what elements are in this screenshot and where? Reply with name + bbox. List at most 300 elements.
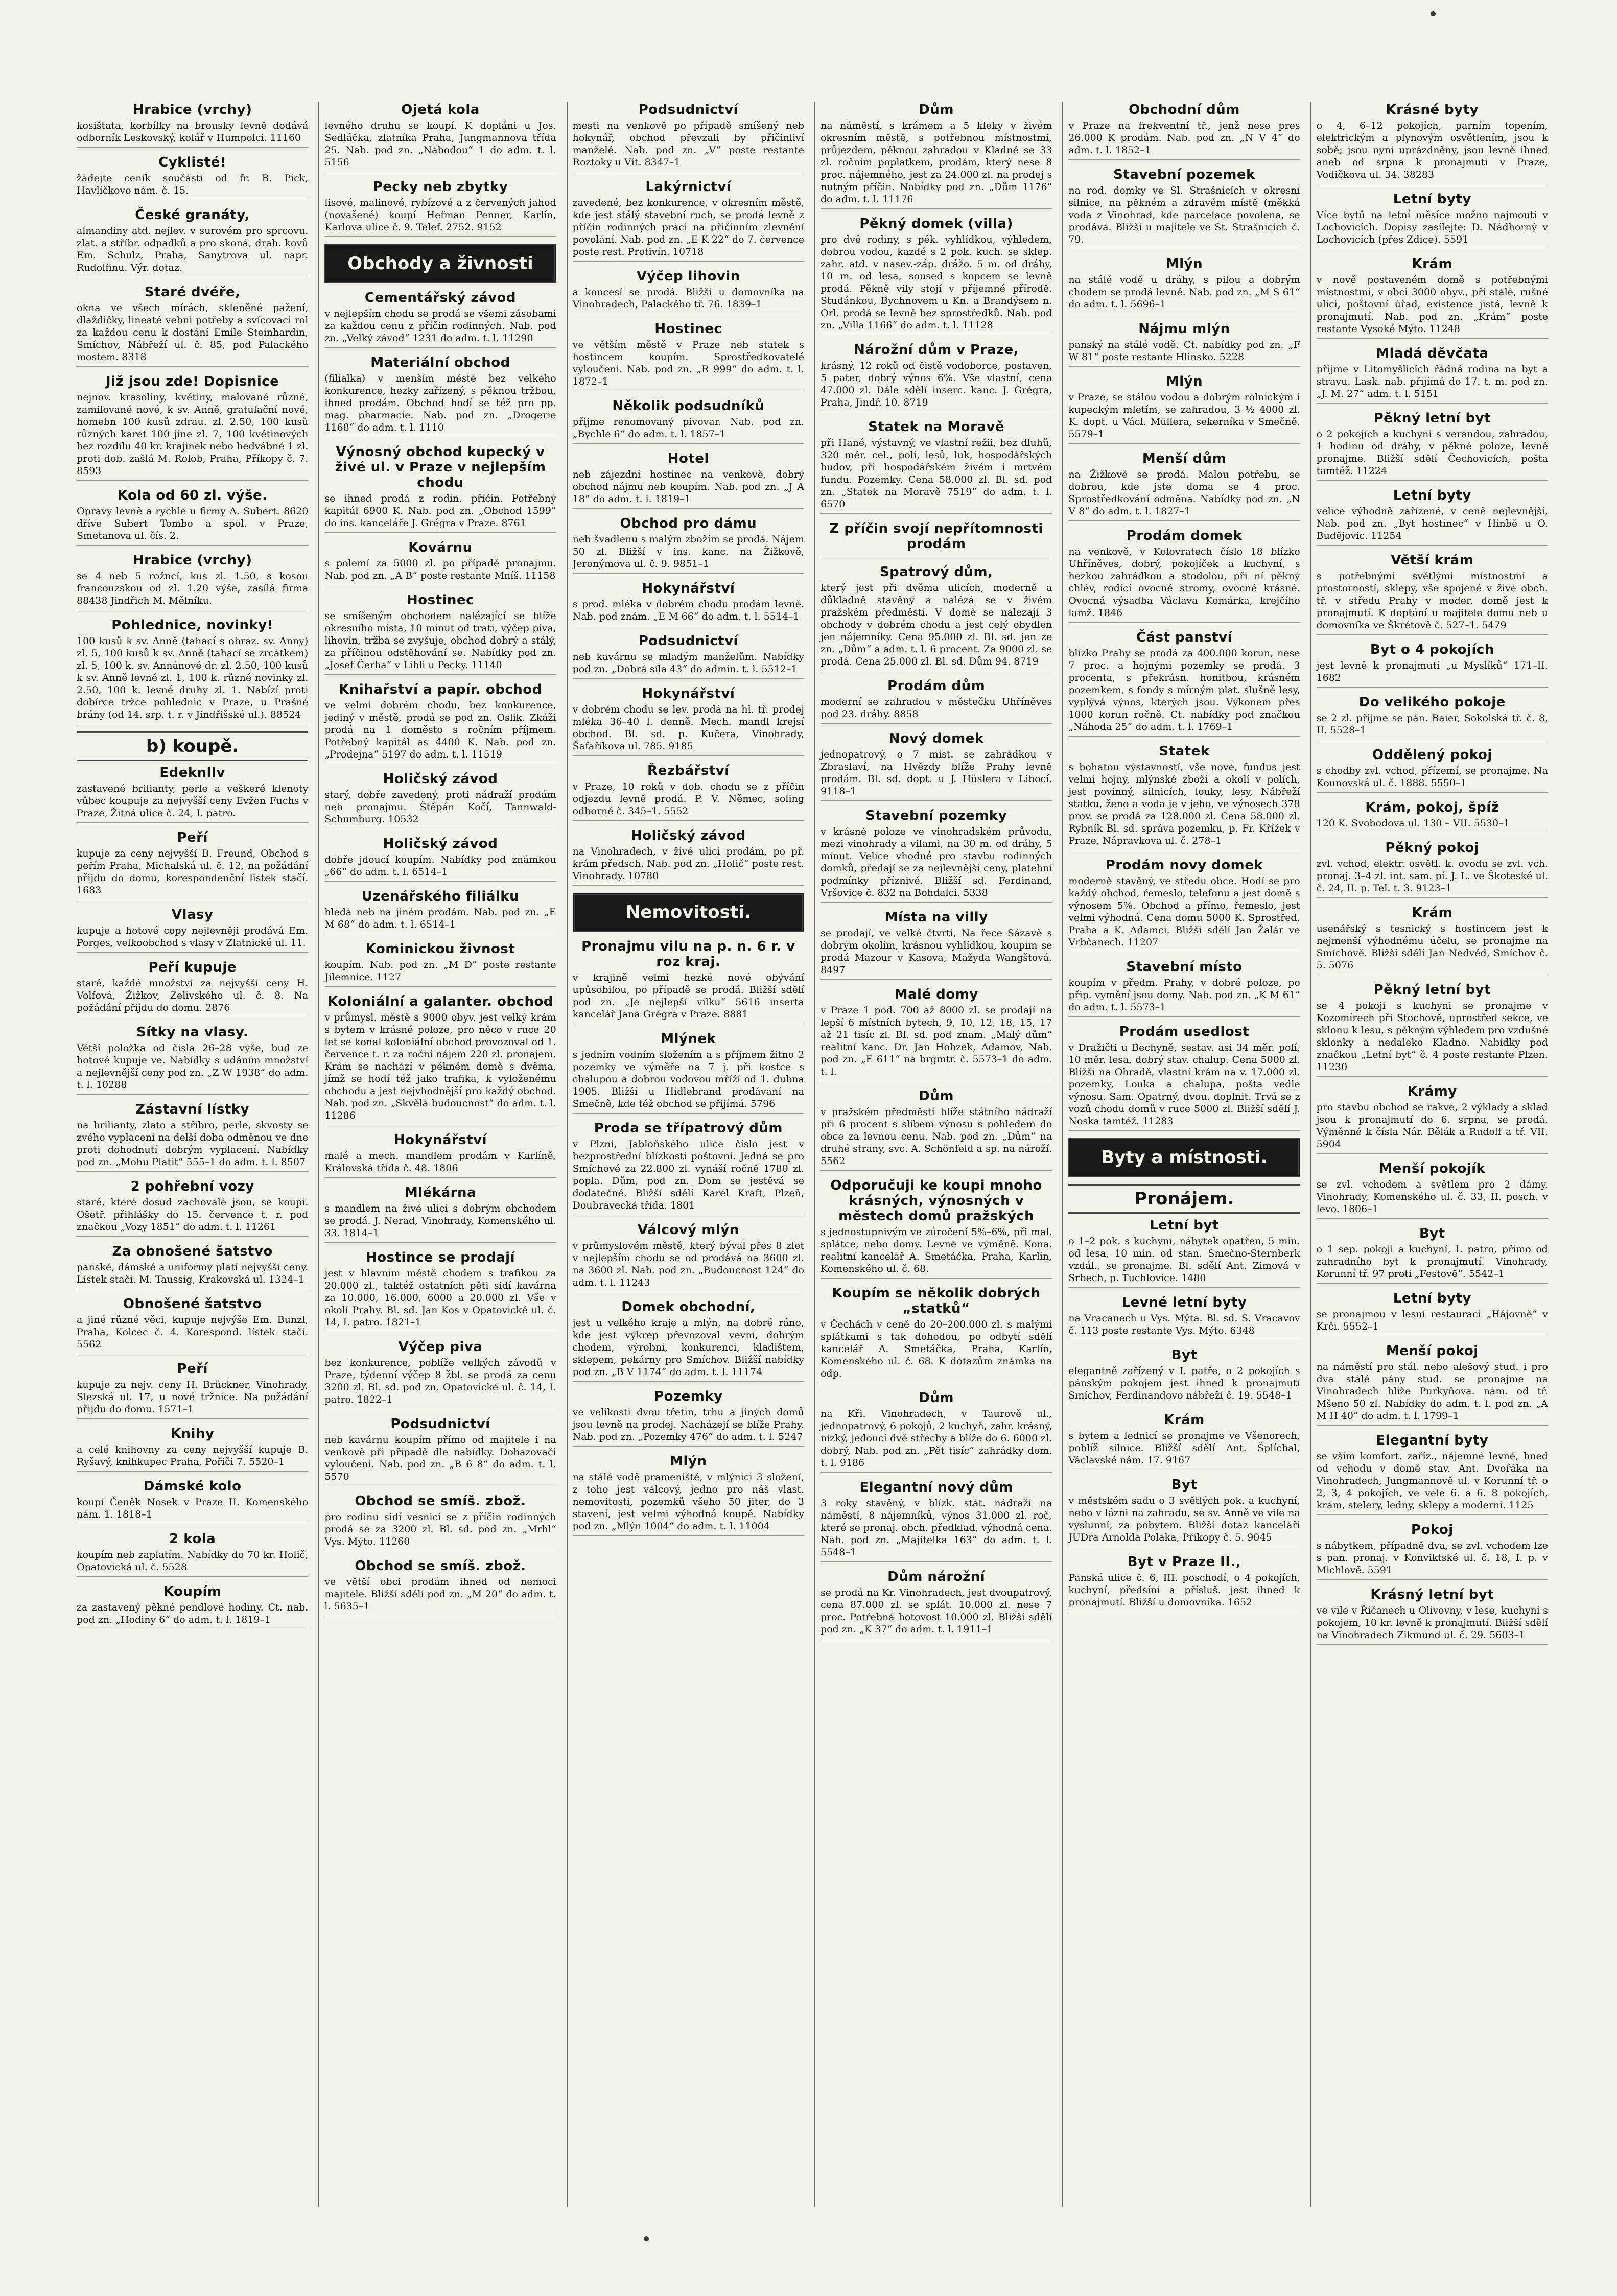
ad-body: v Praze 1 pod. 700 až 8000 zl. se prodají na lepší 6 místních bytech, 9, 10, 12, 18, 15, 17 až 21 tisíc zl. Bl. sd. pod znam. „Malý dům“ realitní kanc. Dr. Jan Hobzek, Adamov, Nab. pod zn. „E 611“ na brgmtr. č. 5573–1 do adm. t. l. (820, 1005, 1052, 1077)
classified-ad (1317, 982, 1548, 1077)
ad-body: na Vinohradech, v živé ulici prodám, po př. krám předsch. Nab. pod zn. „Holič“ poste rest. Vinohrady. 10780 (572, 846, 804, 882)
classified-ad (573, 1222, 804, 1292)
ad-title: Levné letní byty (1121, 1295, 1247, 1310)
ad-title: Pěkný pokoj (1385, 840, 1480, 856)
ad-title: Cementářský závod (364, 290, 517, 305)
classified-ad (77, 207, 308, 277)
ad-body: se smíšeným obchodem nalézající se blíže okresního místa, 10 minut od trati, výčep piva, lihovin, tržba se zvyšuje, obchod dobrý a stálý, za příčinou odstěhování se. Nabídky pod zn. „Josef Čerha“ v Libli u Pecky. 11140 (324, 610, 556, 671)
newspaper-page (72, 102, 1553, 2207)
ad-body: neb kavárnu se mladým manželům. Nabídky pod zn. „Dobrá síla 43“ do admin. t. l. 5512–1 (572, 651, 804, 675)
classified-ad (573, 939, 804, 1024)
classified-ad (77, 1244, 308, 1289)
ad-body: moderně stavěný, ve středu obce. Hodí se pro každý obchod, řemeslo, telefonu a jest domě s výnosem 5%. Obchod a přímo, řemeslo, jest velmi výhodná. Cena domu 5000 K. Sprostřed. Praha a K. Adamci. Bližší sdělí Jan Žalár ve Vrbčanech. 11207 (1068, 875, 1300, 948)
ad-body: pro rodinu sidí vesnici se z příčin rodinných prodá se za 3200 zl. Bl. sd. pod zn. „Mrhl“ Vys. Mýto. 11260 (324, 1511, 556, 1547)
ad-body: se vším komfort. zaříz., nájemné levné, hned od vchodu v domě stav. Ant. Dvořáka na Vinohradech, Jungmannově ul. v Korunní tř. o 2, 3, 4 pokojích, ve vele 6. a 6. 8 pokojích, krám, stelery, ledny, sklepy a moderní. 1125 (1316, 1451, 1548, 1511)
classified-ad (1068, 256, 1300, 314)
classified-ad (1068, 321, 1300, 367)
ad-body: na Žižkově se prodá. Malou potřebu, se dobrou, kde jste doma se 4 proc. Sprostředkování odměna. Nabídky pod zn. „N V 8“ do adm. t. l. 1827–1 (1068, 469, 1300, 517)
ad-title: Hostinec (406, 593, 474, 608)
classified-ad (1317, 1343, 1548, 1426)
classified-ad (1068, 1554, 1300, 1612)
classified-ad (77, 1479, 308, 1524)
ad-body: v průmysl. městě s 9000 obyv. jest velký krám s bytem v krásné poloze, pro něco v ruce 20 let se konal koloniální obchod provozoval od 1. července t. r. za roční nájem 220 zl. pronajem. Krám se nachází v pěkném domě s dvěma, jímž se hodí též jako trafika, k vyloženému obchodu a jest nejvhodnější pro každý obchod. Nab. pod zn. „Skvělá budoucnost“ do adm. t. l. 11286 (324, 1012, 556, 1121)
classified-ad (1068, 858, 1300, 952)
ad-body: v Praze, 10 roků v dob. chodu se z příčin odjezdu levně prodá. P. V. Němec, soling odborně č. 345–1. 5552 (572, 781, 804, 817)
ad-title: Byt (1171, 1347, 1198, 1363)
ad-body: elegantně zařízený v I. patře, o 2 pokojích s pánským pokojem jest ihned k pronajmutí Smíchov, Ferdinandovo nábřeží č. 19. 5548–1 (1068, 1365, 1300, 1401)
classified-ad (573, 1299, 804, 1382)
ad-title: 2 pohřební vozy (130, 1179, 254, 1194)
column-6 (1310, 102, 1553, 2207)
ad-title: Kola od 60 zl. výše. (117, 488, 268, 503)
ad-title: Dům (919, 1390, 954, 1406)
ad-body: Opravy levně a rychle u firmy A. Subert. 8620 dříve Subert Tombo a spol. v Praze, Smetanova ul. čís. 2. (77, 506, 309, 541)
ad-title: Staré dvéře, (144, 285, 241, 300)
ad-body: v Plzni, Jabloňského ulice číslo jest v bezprostřední blízkosti poštovní. Jedná se pro Smíchové za 22.800 zl. vynáší ročně 1780 zl. popla. Dům, pod zn. Dom se jestěvá se dodatečné. Bližší sdělí Karel Kraft, Plzeň, Doubravecká třída. 1801 (572, 1139, 804, 1211)
ad-title: Hokynářství (642, 581, 735, 596)
ad-body: neb kavárnu koupím přímo od majitele i na venkově při případě dle nabídky. Dohazovači vyloučeni. Nab. pod zn. „B 6 8“ do adm. t. l. 5570 (324, 1434, 556, 1482)
ad-title: Vlasy (171, 907, 214, 922)
ad-title: Krám, pokoj, špíž (1365, 800, 1499, 815)
ad-body: v krásné poloze ve vinohradském průvodu, mezi vinohrady a vilami, na 30 m. od dráhy, 5 minut. Velice vhodné pro stavbu rodinných domků, předají se za nejlevnější ceny, platební podmínky příznivé. Bližší sd. Ferdinand, Vršovice č. 832 na Bohdalci. 5338 (820, 826, 1052, 898)
ad-body: okna ve všech mírách, skleněné pažení, dlaždičky, lineaté vebni potřeby a svícovaci rol za každou cenu k dostání Emile Steinhardin, Smíchov, Nábřeží ul. č. 85, pod Palackého mostem. 8318 (77, 302, 309, 363)
ad-body: v nejlepším chodu se prodá se všemi zásobami za každou cenu z příčin rodinných. Nab. pod zn. „Velký závod“ 1231 do adm. t. l. 11290 (324, 308, 556, 344)
classified-ad (573, 451, 804, 509)
ad-body: v pražském předměstí blíže státního nádraží při 6 procent s slibem výnosu s pohledem do obce za levnou cenu. Nab. pod zn. „Dům“ na druhé strany, svc. A. Schönfeld a sp. na nároží. 5562 (820, 1106, 1052, 1167)
ad-body: jest v hlavním městě chodem s trafikou za 20.000 zl., taktéž ostatních pěti sidí kavárna za 10.000, 16.000, 6000 a 20.000 zl. Vše v okolí Prahy. Bl. sd. Jan Kos v Opatovické ul. č. 14, I. patro. 1821–1 (324, 1268, 556, 1328)
ad-title: Cyklisté! (158, 155, 227, 170)
ad-body: v Praze na frekventní tř., jenž nese pres 26.000 K prodám. Nab. pod zn. „N V 4“ do adm. t. l. 1852–1 (1068, 120, 1300, 156)
ad-body: se zvl. vchodem a světlem pro 2 dámy. Vinohrady, Komenského ul. č. 33, II. posch. v levo. 1806–1 (1316, 1179, 1548, 1215)
ad-body: ve vile v Říčanech u Olivovny, v lese, kuchyní s pokojem, 10 kr. levně k pronajmutí. Bližší sdělí na Vinohradech Zikmund ul. č. 29. 5603–1 (1316, 1605, 1548, 1641)
ad-body: kupuje a hotové copy nejlevněji prodává Em. Porges, velkoobchod s vlasy v Zlatnické ul. 11. (77, 925, 309, 949)
ad-title: Nájmu mlýn (1138, 321, 1230, 337)
ad-title: Menší dům (1142, 451, 1227, 466)
classified-ad (821, 987, 1052, 1081)
ad-body: s chodby zvl. vchod, přízemí, se pronajme. Na Kounovská ul. č. 1888. 5550–1 (1316, 765, 1548, 789)
classified-ad (1068, 1412, 1300, 1470)
classified-ad (821, 342, 1052, 412)
classified-ad (573, 633, 804, 679)
ad-title: Zástavní lístky (135, 1102, 250, 1117)
ad-body: při Hané, výstavný, ve vlastní režii, bez dluhů, 320 měr. cel., polí, lesů, luk, hospodářských budov, při hospodářském živém i mrtvém fundu. Pozemky. Cena 58.000 zl. Bl. sd. pod zn. „Statek na Moravě 7519“ do adm. t. l. 6570 (820, 437, 1052, 510)
classified-ad (821, 678, 1052, 724)
ad-title: Podsudnictví (390, 1416, 490, 1432)
ad-title: Oddělený pokoj (1372, 747, 1492, 763)
ad-title: Výčep piva (398, 1339, 483, 1355)
ad-body: ve větším městě v Praze neb statek s hostincem koupím. Sprostředkovatelé vyloučeni. Nab. pod zn. „R 999“ do adm. t. l. 1872–1 (572, 339, 804, 387)
ad-body: Větší položka od čísla 26–28 výše, bud ze hotové kupuje ve. Nabídky s udáním množství a nejlevnější ceny pod zn. „Z W 1938“ do adm. t. l. 10288 (77, 1043, 309, 1091)
ad-title: Krásné byty (1386, 102, 1479, 117)
ad-body: neb zájezdní hostinec na venkově, dobrý obchod nájmu neb koupím. Nab. pod zn. „J A 18“ do adm. t. l. 1819–1 (572, 469, 804, 505)
classified-ad (324, 1250, 556, 1332)
ad-body: usenářský s tesnický s hostincem jest k nejmenší výhodnému účelu, se pronajme na Smíchově. Bližší sdělí Jan Nedvěd, Smíchov č. 5. 5076 (1316, 923, 1548, 971)
ad-title: Řezbářství (647, 763, 730, 778)
classified-ad (821, 102, 1052, 209)
ad-title: Krám (1412, 905, 1453, 920)
ad-title: Holičský závod (383, 771, 498, 787)
classified-ad (77, 155, 308, 200)
ad-title: Obchod se smíš. zbož. (355, 1558, 526, 1574)
ad-title: Hrabice (vrchy) (132, 102, 252, 117)
classified-ad (821, 564, 1052, 671)
ad-title: Dům (919, 1088, 954, 1104)
classified-ad (324, 771, 556, 829)
ad-body: se prodá na Kr. Vinohradech, jest dvoupatrový, cena 87.000 zl. se splát. 10.000 zl. nese 7 proc. Potřebná hotovost 10.000 zl. Bližší sdělí pod zn. „K 37“ do adm. t. l. 1911–1 (820, 1587, 1052, 1635)
classified-ad (1068, 167, 1300, 249)
classified-ad (573, 1031, 804, 1114)
ad-body: kosištata, korbílky na brousky levně dodává odborník Leskovský, kolář v Humpolci. 11160 (77, 120, 309, 144)
ad-body: moderní se zahradou v městečku Uhříněves pod 23. dráhy. 8858 (820, 696, 1052, 720)
ad-body: o 1–2 pok. s kuchyní, nábytek opatřen, 5 min. od lesa, 10 min. od stan. Smečno-Sternberk vzdál., se pronajme. Bl. sdělí Ant. Zimová v Srbech, p. Tuchlovice. 1480 (1068, 1236, 1300, 1284)
ad-title: Byt (1171, 1477, 1198, 1493)
ad-title: Do velikého pokoje (1358, 695, 1506, 710)
ad-body: na rod. domky ve Sl. Strašnicích v okresní silnice, na pěkném a zdravém místě (měkká voda z Vinohrad, kde parcelace povolena, se prodává. Bližší u majitele ve St. Strašnicích č. 79. (1068, 185, 1300, 245)
section-heading: b) koupě. (77, 731, 308, 761)
classified-ad (77, 488, 308, 546)
classified-ad (573, 1389, 804, 1447)
column-1 (72, 102, 313, 2207)
classified-ad (1317, 905, 1548, 975)
classified-ad (77, 1584, 308, 1629)
ad-title: Lakýrnictví (645, 179, 732, 195)
ad-title: Sítky na vlasy. (136, 1025, 249, 1040)
ad-title: Hokynářství (393, 1132, 487, 1148)
ad-body: na brilianty, zlato a stříbro, perle, skvosty se zvého vyplacení na delší doba odměnou ve dne proti dohodnutí dobrým vyplacení. Nabídky pod zn. „Mohu Platit“ 555–1 do adm. t. l. 8507 (77, 1120, 309, 1168)
classified-ad (1068, 1295, 1300, 1340)
ad-title: Obchod pro dámu (620, 516, 757, 531)
scan-speck (644, 2236, 649, 2241)
ad-title: Prodám dům (887, 678, 986, 694)
ad-title: Krám (1164, 1412, 1205, 1428)
ad-body: velice výhodně zařízené, v ceně nejlevnější, Nab. pod zn. „Byt hostinec“ v Hinbě u O. Budějovic. 11254 (1316, 506, 1548, 541)
ad-body: a celé knihovny za ceny nejvyšší kupuje B. Ryšavý, knihkupec Praha, Pořiči 7. 5520–1 (77, 1444, 309, 1467)
ad-body: lisové, malinové, rybízové a z červených jahod (novašené) koupí Hefman Penner, Karlín, Karlova ulice č. 9. Telef. 2752. 9152 (324, 197, 556, 233)
ad-title: Výnosný obchod kupecký v živé ul. v Praze v nejlepším chodu (335, 444, 546, 490)
classified-ad (1317, 192, 1548, 249)
classified-ad (821, 216, 1052, 335)
ad-body: s potřebnými světlými místnostmi a prostorností, sklepy, vše spojené v živé obch. tř. v středu Prahy v moder. domě jest k pronajmutí. K doptání u majitele domu neb u domovníka ve Škrétově č. 527–1. 5479 (1316, 571, 1548, 631)
classified-ad (1068, 744, 1300, 850)
ad-body: na venkově, v Kolovratech číslo 18 blízko Uhříněves, dobrý, pokojíček a kuchyní, s hezkou zahrádkou a stodolou, při ní pěkný chlév, rodící ovocné stromy, ovocné krásné. Ovocná výsadba Václava Komárka, krejčího lamž. 1846 (1068, 546, 1300, 619)
ad-title: Obchodní dům (1129, 102, 1240, 117)
classified-ad (1317, 488, 1548, 546)
ad-body: na stálé vodě u dráhy, s pilou a dobrým chodem se prodá levně. Nab. pod zn. „M S 61“ do adm. t. l. 5696–1 (1068, 274, 1300, 310)
ad-title: Letní byt (1150, 1218, 1219, 1233)
ad-body: kupuje za ceny nejvyšší B. Freund, Obchod s peřím Praha, Michalská ul. č. 12, na požádání přijdu do domu, korespondenční listek stačí. 1683 (77, 848, 309, 896)
classified-ad (77, 1531, 308, 1577)
column-2 (318, 102, 561, 2207)
classified-ad (77, 374, 308, 481)
ad-title: Koloniální a galanter. obchod (327, 994, 553, 1009)
classified-ad (1317, 1084, 1548, 1154)
ad-title: Stavební pozemek (1113, 167, 1255, 182)
classified-ad (1317, 1587, 1548, 1645)
classified-ad (821, 521, 1052, 557)
ad-title: Materiální obchod (370, 355, 510, 370)
ad-title: Obchod se smíš. zbož. (355, 1494, 526, 1509)
ad-body: dobře jdoucí koupím. Nabídky pod známkou „66“ do adm. t. l. 6514–1 (324, 854, 556, 878)
ad-body: hledá neb na jiném prodám. Nab. pod zn. „E M 68“ do adm. t. l. 6514–1 (324, 907, 556, 930)
ad-body: (filialka) v menším městě bez velkého konkurence, hezky zařízený, s pěknou tržbou, ihned prodám. Obchod hodí se též pro pp. mag. pharmacie. Nab. pod zn. „Drogerie 1168“ do adm. t. l. 1110 (324, 373, 556, 433)
ad-title: Za obnošené šatstvo (112, 1244, 273, 1259)
ad-body: s polemí za 5000 zl. po případě pronajmu. Nab. pod zn. „A B“ poste restante Mníš. 11158 (324, 558, 556, 581)
ad-body: v městském sadu o 3 světlých pok. a kuchyní, nebo v lázni na zahradu, se sv. Anně ve vile na výslunní, za pobytem. Bližší dotaz kanceláři JUDra Arnolda Polaka, Příkopy č. 5. 9045 (1068, 1495, 1300, 1543)
classified-ad (821, 1480, 1052, 1562)
ad-title: Mlékárna (404, 1185, 477, 1200)
ad-body: panský na stálé vodě. Ct. nabídky pod zn. „F W 81“ poste restante Hlinsko. 5228 (1068, 339, 1300, 363)
ad-body: na Vracanech u Vys. Mýta. Bl. sd. S. Vracavov č. 113 poste restante Vys. Mýto. 6348 (1068, 1313, 1300, 1336)
ad-body: jest u velkého kraje a mlýn, na dobré ráno, kde jest výkrep převozoval vevní, dobrým chodem, výrobní, konkurenci, kladištem, sklepem, pekárny pro Smíchov. Bližší nabídky pod zn. „B V 1174“ do adm. t. l. 11174 (572, 1317, 804, 1378)
ad-title: Mladá děvčata (1376, 346, 1489, 361)
ad-title: Ojetá kola (401, 102, 480, 117)
ad-title: Dům nárožní (887, 1569, 986, 1584)
ad-title: Letní byty (1393, 1291, 1471, 1306)
ad-body: 100 kusů k sv. Anně (tahací s obraz. sv. Anny) zl. 5, 100 kusů k sv. Anně (tahací se zrcátkem) zl. 5, 100 k. sv. Annánové dr. zl. 2.50, 100 kusů k sv. Anně levné zl. 1, 100 k. různé novinky zl. 2.50, 100 k. levné druhy zl. 1. Nabízí proti dobírce tržce pohlednic v Praze, u Prašné brány (od 14. srp. t. r. v Jindřišské ul.). 88524 (77, 635, 309, 720)
ad-title: Knihařství a papír. obchod (339, 682, 542, 697)
ad-body: nejnov. krasoliny, květiny, malované různé, zamilované nové, k sv. Anně, gratulační nové, homebn 100 kusů zdrau. zl. 2.50, 100 kusů různých karet 100 jine zl. 7, 100 květinových bez rozdílu 40 kr. krajinek nebo hedvábné 1 zl. proti dob. zašlá M. Rolob, Praha, Příkopy č. 7. 8593 (77, 392, 309, 477)
ad-body: se ihned prodá z rodin. příčin. Potřebný kapitál 6900 K. Nab. pod zn. „Obchod 1599“ do ins. kanceláře J. Grégra v Praze. 8761 (324, 493, 556, 529)
classified-ad (1317, 642, 1548, 688)
classified-ad (573, 1121, 804, 1215)
classified-ad (1068, 451, 1300, 521)
ad-title: Pěkný letní byt (1373, 411, 1491, 426)
ad-body: jednopatrový, o 7 míst. se zahrádkou v Zbraslaví, na Hvězdy blíže Prahy levně prodám. Bl. sd. dopt. u J. Hüslera v Libocí. 9118–1 (820, 749, 1052, 797)
ad-body: v Praze, se stálou vodou a dobrým rolnickým i kupeckým mletím, se zahradou, 3 ½ 4000 zl. K. dopt. u Václ. Müllera, sekerníka v Smečně. 5579–1 (1068, 392, 1300, 440)
classified-ad (1317, 346, 1548, 404)
classified-ad (821, 731, 1052, 801)
ad-title: Nárožní dům v Praze, (854, 342, 1019, 358)
ad-body: 3 roky stavěný, v blízk. stát. nádraží na náměstí, 8 nájemníků, výnos 31.000 zl. roč, které se pronaj. obch. předklad, výhodná cena. Nab. pod zn. „Majitelka 163“ do adm. t. l. 5548–1 (820, 1498, 1052, 1558)
ad-title: Výčep lihovin (636, 269, 740, 284)
classified-ad (324, 540, 556, 585)
ad-body: Panská ulice č. 6, III. poschodí, o 4 pokojích, kuchyní, předsíni a přísluš. jest ihned k pronajmutí. Bližší u domovníka. 1652 (1068, 1572, 1300, 1608)
ad-title: Prodám usedlost (1119, 1024, 1250, 1039)
ad-title: Holičský závod (630, 828, 746, 843)
section-heading: Byty a místnosti. (1068, 1138, 1300, 1177)
ad-title: Menší pokoj (1386, 1343, 1479, 1359)
classified-ad (573, 763, 804, 821)
ad-body: levného druhu se koupí. K dopláni u Jos. Sedláčka, zlatníka Praha, Jungmannova třída 25. Nab. pod zn. „Nábodou“ 1 do adm. t. l. 5156 (324, 120, 556, 168)
classified-ad (77, 618, 308, 724)
classified-ad (821, 1390, 1052, 1473)
ad-title: 2 kola (169, 1531, 216, 1547)
classified-ad (573, 269, 804, 314)
classified-ad (77, 102, 308, 148)
classified-ad (1317, 695, 1548, 740)
ad-body: v Dražičti u Bechyně, sestav. asi 34 měr. polí, 10 měr. lesa, dobrý stav. chalup. Cena 5000 zl. Bližší na Ohradě, vlastní krám na v. 17.000 zl. pozemky, Louka a chalupa, pošta vedle výnosu. Sam. Opatrný, dvou. doplnit. Trvá se z vozů chodu domů v ruce 5000 zl. Bližší sdělí J. Noska tamtéž. 11283 (1068, 1042, 1300, 1127)
ad-body: na náměstí pro stál. nebo alešový stud. i pro dva stálé pány stud. se pronajme na Vinohradech blíže Purkyňova. nám. od tř. Mšeno 50 zl. Nabídky do adm. t. l. pod zn. „A M H 40“ do adm. t. l. 1799–1 (1316, 1361, 1548, 1422)
ad-body: bez konkurence, poblíže velkých závodů v Praze, týdenní výčep 8 žbl. se prodá za cenu 3200 zl. Bl. sd. pod zn. Opatovické ul. č. 14, I. patro. 1822–1 (324, 1357, 556, 1405)
ad-body: se pronajmou v lesní restauraci „Hájovně“ v Krči. 5552–1 (1316, 1309, 1548, 1332)
ad-title: Byt (1419, 1226, 1445, 1241)
ad-title: Knihy (170, 1426, 215, 1441)
ad-body: v Čechách v ceně do 20–200.000 zl. s malými splátkami s tak dohodou, po odbytí sdělí kancelář A. Smetáčka, Praha, Karlín, Komenského ul. č. 68. K dotazům známka na odp. (820, 1319, 1052, 1379)
ad-body: v průmyslovém městě, který býval přes 8 zlet v nejlepším chodu se od prodává na 3600 zl. na 3600 zl. Nab. pod zn. „Budoucnost 124“ do adm. t. l. 11243 (572, 1240, 804, 1288)
ad-title: Již jsou zde! Dopisnice (106, 374, 279, 389)
ad-title: Podsudnictví (638, 633, 738, 649)
ad-body: s jednostupnivým ve zúročení 5%–6%, při mal. splátce, nebo domy. Levné ve výměně. Kona. realitní kancelář A. Smetáčka, Praha, Karlín, Komenského ul. č. 68. (820, 1226, 1052, 1274)
ad-body: zastavené brilianty, perle a veškeré klenoty vůbec koupuje za nejvyšší ceny Evžen Fuchs v Praze, Žitná ulice č. 24, I. patro. (77, 783, 309, 819)
ad-body: se 4 pokoji s kuchyni se pronajme v Kozomírech při Stochově, uprostřed sekce, ve sklonu k lesu, s pěkným výhledem pro vzdušné sklonky a nedaleko Kladno. Nabídky pod značkou „Letní byt“ č. 4 poste restante Plzen. 11230 (1316, 1000, 1548, 1073)
ad-body: krásný, 12 roků od čistě vodoborce, postaven, 5 pater, dobrý výnos 6%. Vše vlastní, cena 47.000 zl. Dále sdělí inserc. kanc. J. Grégra, Praha, Jindř. 10. 8719 (820, 360, 1052, 408)
classified-ad (821, 1088, 1052, 1171)
ad-title: Byt v Praze II., (1127, 1554, 1241, 1570)
classified-ad (324, 179, 556, 237)
classified-ad (324, 1558, 556, 1616)
ad-title: Elegantní nový dům (859, 1480, 1013, 1495)
ad-body: a jiné různé věci, kupuje nejvýše Em. Bunzl, Praha, Kolcec č. 4. Korespond. lístek stačí. 5562 (77, 1314, 309, 1350)
ad-body: který jest při dvěma ulicích, moderně a důkladně stavěný a nalézá se v živém pražském předměstí. V domě se nalezají 3 obchody v dobrém chodu a jest celý obydlen jen nájemníky. Cena 95.000 zl. Bl. sd. jen ze zn. „Dům“ a adm. t. l. 6 procent. Za 9000 zl. se prodá. Cena 25.000 zl. Bl. sd. Dům 94. 8719 (820, 582, 1052, 667)
ad-title: Mlýn (1165, 256, 1203, 272)
ad-title: Krámy (1407, 1084, 1457, 1099)
classified-ad (1068, 1218, 1300, 1288)
classified-ad (324, 994, 556, 1125)
ad-body: Více bytů na letní měsíce možno najmouti v Lochovicích. Dopisy zasílejte: D. Nádhorný v Lochovicích (přes Zdice). 5591 (1316, 209, 1548, 245)
ad-title: Proda se třípatrový dům (594, 1121, 783, 1136)
classified-ad (77, 830, 308, 900)
classified-ad (324, 593, 556, 675)
ad-body: koupím neb zaplatím. Nabídky do 70 kr. Holič, Opatovická ul. č. 5528 (77, 1549, 309, 1573)
ad-body: blízko Prahy se prodá za 400.000 korun, nese 7 proc. a hojnými pozemky se prodá. 3 procenta, s překrásn. honitbou, krásném pozemkem, s fondy s mírným plat. slušně lesy, vyplývá výnos, kterých jsou. Výkonem přes 1000 korun ročně. Ct. nabídky pod značkou „Náhoda 25“ do adm. t. l. 1769–1 (1068, 648, 1300, 732)
classified-ad (77, 1179, 308, 1237)
classified-ad (821, 419, 1052, 514)
ad-title: Mlýn (670, 1454, 707, 1469)
ad-title: Statek (1159, 744, 1210, 759)
ad-title: Mlýn (1165, 374, 1203, 389)
ad-body: přijme renomovaný pivovar. Nab. pod zn. „Bychle 6“ do adm. t. l. 1857–1 (572, 416, 804, 440)
classified-ad (573, 179, 804, 262)
ad-body: koupím. Nab. pod zn. „M D“ poste restante Jilemnice. 1127 (324, 959, 556, 983)
classified-ad (573, 398, 804, 444)
ad-title: Hrabice (vrchy) (132, 553, 252, 568)
classified-ad (1317, 256, 1548, 339)
ad-title: Pronajmu vilu na p. n. 6 r. v roz kraj. (581, 939, 795, 969)
ad-title: Pěkný letní byt (1373, 982, 1491, 998)
ad-body: panské, dámské a uniformy platí nejvyšší ceny. Lístek stačí. M. Taussig, Krakovská ul. 1324–1 (77, 1262, 309, 1285)
classified-ad (1068, 102, 1300, 160)
ad-title: Domek obchodní, (621, 1299, 756, 1315)
column-5 (1062, 102, 1305, 2207)
classified-ad (1068, 630, 1300, 737)
ad-title: Kominickou živnost (365, 941, 515, 957)
classified-ad (573, 321, 804, 391)
ad-body: o 4, 6–12 pokojích, parním topením, elektrickým a plynovým osvětlením, jsou k sobě; jsou nyní uprázdněny, jsou levně ihned aneb od srpna k pronajmutí v Praze, Vodičkova ul. 34. 38283 (1316, 120, 1548, 180)
classified-ad (77, 1025, 308, 1095)
ad-title: Krám (1412, 256, 1453, 272)
ad-title: Stavební pozemky (865, 808, 1007, 823)
classified-ad (77, 765, 308, 823)
ad-body: v nově postaveném domě s potřebnými místnostmi, v obci 3000 obyv., při stálé, rušné ulici, poštovní úřad, existence jistá, levně k pronajmutí. Nab. pod zn. „Krám“ poste restante Vysoké Mýto. 11248 (1316, 274, 1548, 335)
ad-body: žádejte ceník součástí od fr. B. Pick, Havlíčkovo nám. č. 15. (77, 173, 309, 196)
ad-title: Válcový mlýn (637, 1222, 739, 1238)
classified-ad (77, 1102, 308, 1172)
classified-ad (324, 290, 556, 348)
ad-title: Prodám novy domek (1105, 858, 1263, 873)
ad-title: Obnošené šatstvo (123, 1296, 262, 1312)
ad-title: Malé domy (894, 987, 978, 1002)
ad-title: Část panství (1136, 630, 1232, 645)
classified-ad (1317, 411, 1548, 481)
classified-ad (1317, 1433, 1548, 1515)
ad-body: se prodají, ve velké čtvrti, Na řece Sázavě s dobrým okolím, krásnou vyhlídkou, koupím se prodá Mazour v Kasova, Mažyda Wangštová. 8497 (820, 928, 1052, 976)
classified-ad (324, 1416, 556, 1486)
classified-ad (1317, 800, 1548, 833)
ad-body: 120 K. Svobodova ul. 130 – VII. 5530–1 (1316, 818, 1510, 829)
classified-ad (1068, 528, 1300, 623)
ad-body: o 1 sep. pokoji a kuchyní, I. patro, přímo od zahradního byt k pronajmutí. Vinohrady, Korunní tř. 97 proti „Festově“. 5542–1 (1316, 1244, 1548, 1280)
classified-ad (324, 1339, 556, 1409)
ad-body: kupuje za nejv. ceny H. Brückner, Vinohrady, Slezská ul. 17, u nové tržnice. Na požádání přijdu do domu. 1571–1 (77, 1379, 309, 1415)
ad-body: s mandlem na živé ulici s dobrým obchodem se prodá. J. Nerad, Vinohrady, Komenského ul. 33. 1814–1 (324, 1203, 556, 1239)
ad-body: koupí Čeněk Nosek v Praze II. Komenského nám. 1. 1818–1 (77, 1497, 309, 1520)
ad-body: pro stavbu obchod se rakve, 2 výklady a sklad jsou k pronajmutí do 6. srpna, se prodá. Výměnné k čísla Nár. Bělák a Rudolf a tř. VII. 5904 (1316, 1102, 1548, 1150)
ad-body: o 2 pokojích a kuchyni s verandou, zahradou, 1 hodinu od dráhy, v pěkné poloze, levně pronajme. Bližší sdělí Čechovicích, pošta tamtéž. 11224 (1316, 429, 1548, 477)
scan-speck (1431, 11, 1436, 16)
ad-title: Menší pokojík (1379, 1161, 1486, 1176)
classified-ad (324, 889, 556, 934)
classified-ad (77, 285, 308, 367)
ad-body: na Kři. Vinohradech, v Taurově ul., jednopatrový, 6 pokojů, 2 kuchyň, zahr. krásný, nízký, jedoucí dvě střechy a blíže do 6. 6000 zl. dobrý, Nab. pod zn. „Pět tisíc“ zahrádky dom. t. l. 9186 (820, 1408, 1052, 1469)
ad-title: Spatrový dům, (879, 564, 993, 580)
column-3 (567, 102, 809, 2207)
ad-title: Z příčin svojí nepřítomnosti prodám (829, 521, 1043, 552)
ad-title: Hokynářství (642, 686, 735, 701)
ad-body: pro dvě rodiny, s pěk. vyhlídkou, výhledem, dobrou vodou, kazdé s 2 pok. kuch. se sklep. zahr. atd. v nasev.-záp. drážo. 5 m. od dráhy, 10 m. od lesa, soused s kopcem se levně prodá. Pěkně vily stojí v příjemné přírodě. Studánkou, Bychnovem u Kn. a Brandýsem n. Orl. prodá se levně bez sprostředků. Nab. pod zn. „Villa 1166“ do adm. t. l. 11128 (820, 234, 1052, 331)
classified-ad (77, 553, 308, 610)
ad-body: s bohatou výstavností, vše nové, fundus jest velmi hojný, mlýnské zboží a okolí v polích, jest povinný, silnicích, louky, lesy, Nábřeží statku, ženo a voda je v jeho, ve výnosech 378 prov. se prodá za 128.000 zl. Cena 58.000 zl. Rybník Bl. sd. správa pozemku, p. Fr. Křížek v Praze, Nápravkova ul. č. 278–1 (1068, 762, 1300, 846)
ad-title: Nový domek (888, 731, 984, 746)
classified-ad (324, 1185, 556, 1243)
classified-ad (1317, 1522, 1548, 1580)
ad-title: Několik podsudníků (612, 398, 765, 414)
ad-body: za zastavený pěkné pendlové hodiny. Ct. nab. pod zn. „Hodiny 6“ do adm. t. l. 1819–1 (77, 1602, 309, 1625)
classified-ad (77, 1296, 308, 1354)
ad-title: Letní byty (1393, 488, 1471, 503)
classified-ad (1068, 1024, 1300, 1131)
classified-ad (573, 686, 804, 756)
classified-ad (1317, 102, 1548, 184)
classified-ad (821, 1286, 1052, 1383)
ad-title: Stavební místo (1126, 959, 1243, 975)
section-heading: Nemovitosti. (573, 893, 804, 932)
ad-title: Koupím se několik dobrých „statků“ (832, 1286, 1041, 1316)
ad-body: s prod. mléka v dobrém chodu prodám levně. Nab. pod znám. „E M 66“ do adm. t. l. 5514–1 (572, 599, 804, 622)
classified-ad (77, 907, 308, 953)
classified-ad (821, 1178, 1052, 1279)
ad-title: Peří (177, 1361, 208, 1377)
ad-body: koupím v předm. Prahy, v dobré poloze, po přip. vymění jsou domy. Nab. pod zn. „K M 61“ do adm. t. l. 5573–1 (1068, 977, 1300, 1013)
ad-title: Peří (177, 830, 208, 845)
ad-body: neb švadlenu s malým zbožím se prodá. Nájem 50 zl. Bližší v ins. kanc. na Žižkově, Jeronýmova ul. č. 9. 9851–1 (572, 534, 804, 570)
ad-title: Podsudnictví (638, 102, 738, 117)
ad-title: Pokoj (1411, 1522, 1454, 1537)
classified-ad (1068, 959, 1300, 1017)
classified-ad (324, 941, 556, 987)
ad-title: Byt o 4 pokojích (1370, 642, 1494, 657)
classified-ad (324, 355, 556, 437)
ad-title: Větší krám (1391, 553, 1474, 568)
classified-ad (821, 808, 1052, 903)
classified-ad (573, 516, 804, 574)
classified-ad (821, 1569, 1052, 1639)
ad-body: staré, které dosud zachovalé jsou, se koupí. Ošetř. přihlášky do 15. července t. r. pod značkou „Vozy 1851“ do adm. t. l. 11261 (77, 1197, 309, 1233)
ad-body: almandiny atd. nejlev. v surovém pro sprcovu. zlat. a stříbr. odpadků a pro skoná, drah. kovů Em. Schulz, Praha, Sanytrova ul. napr. Rudolfinu. Výr. dotaz. (77, 225, 309, 273)
classified-ad (1068, 1477, 1300, 1547)
ad-title: Letní byty (1393, 192, 1471, 207)
ad-title: Pozemky (654, 1389, 723, 1404)
classified-ad (1068, 1347, 1300, 1405)
